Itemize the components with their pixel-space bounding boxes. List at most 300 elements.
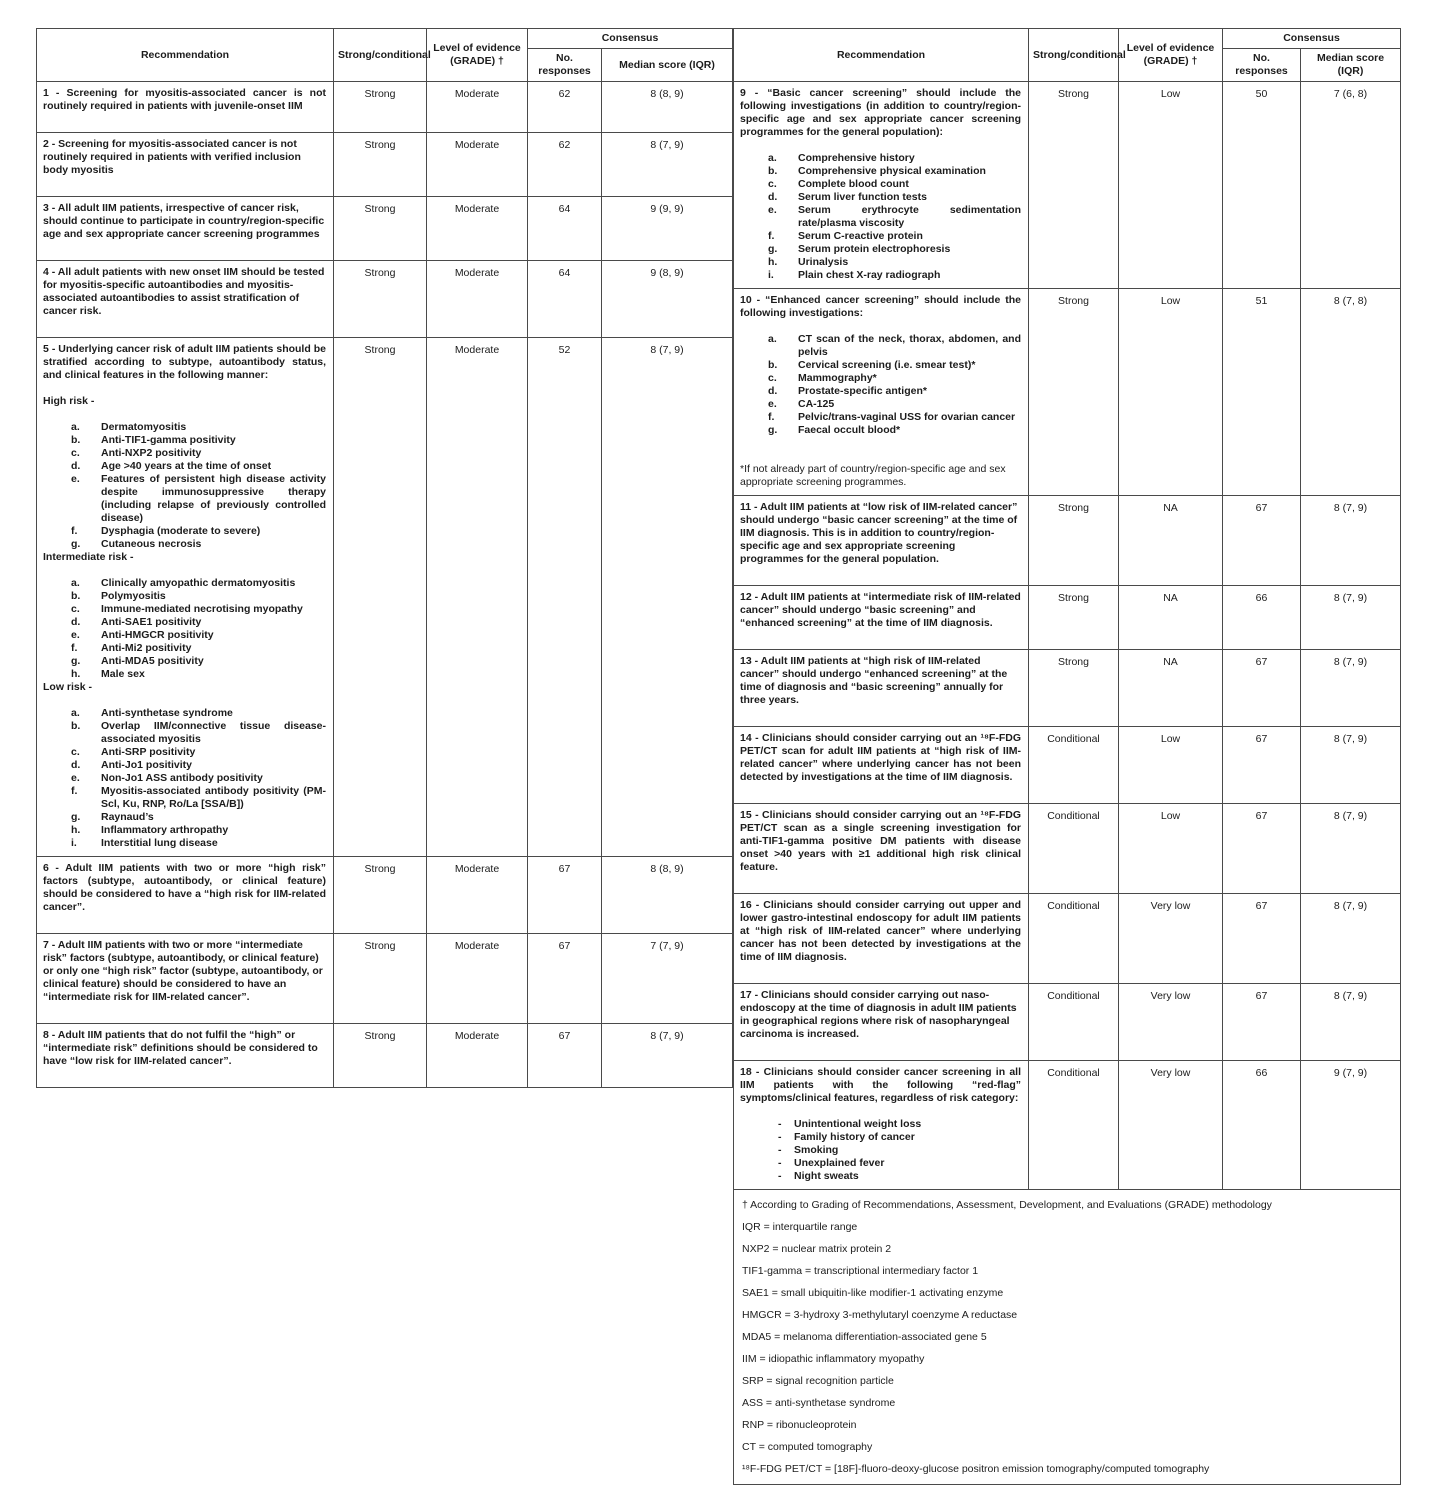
evidence-cell: Very low (1119, 984, 1223, 1061)
responses-cell: 66 (1223, 1061, 1301, 1190)
footnote-line: IQR = interquartile range (742, 1221, 858, 1233)
evidence-column-header (427, 29, 528, 82)
list-marker: g. (71, 538, 81, 550)
recommendation-text: 17 - Clinicians should consider carrying out naso-endoscopy at the time of diagnosis in adult IIM patients in geographical regions where risk of nasopharyngeal carcinoma is increased. (740, 989, 1017, 1040)
list-item (778, 1118, 1021, 1131)
list-item-text: Myositis-associated antibody positivity (PM-Scl, Ku, RNP, Ro/La [SSA/B]) (101, 785, 326, 810)
list-item-text: Prostate-specific antigen* (798, 385, 927, 397)
list-item-text: Serum protein electrophoresis (798, 243, 951, 255)
list-item-text: Anti-Mi2 positivity (101, 642, 192, 654)
recommendations-table-left (36, 28, 733, 1088)
recommendation-cell (734, 289, 1029, 496)
list-item (768, 204, 1021, 230)
list-item-text: Unintentional weight loss (794, 1118, 922, 1130)
recommendation-row (37, 1024, 733, 1088)
recommendation-cell (734, 804, 1029, 894)
recommendation-row (734, 586, 1401, 650)
list-item (71, 785, 326, 811)
recommendation-text: 4 - All adult patients with new onset IIM should be tested for myositis-specific autoantibodies and myositis-associated autoantibodies to assist stratification of cancer risk. (43, 266, 325, 317)
list-item-text: CA-125 (798, 398, 835, 410)
list-item-text: Clinically amyopathic dermatomyositis (101, 577, 296, 589)
recommendation-row (734, 496, 1401, 586)
footnote-line: † According to Grading of Recommendations, Assessment, Development, and Evaluations (GRADE) methodology (742, 1199, 1272, 1211)
list-marker: a. (768, 333, 777, 345)
risk-group-label: Low risk - (43, 681, 93, 693)
list-item (71, 616, 326, 629)
asterisk-note: *If not already part of country/region-specific age and sex appropriate screening programmes. (740, 463, 1006, 488)
recommendation-row (734, 650, 1401, 727)
list-item-text: Male sex (101, 668, 145, 680)
recommendation-row (37, 261, 733, 338)
median-score-column-header: Median score (IQR) (1301, 49, 1401, 82)
list-item (768, 230, 1021, 243)
strength-cell: Strong (334, 133, 427, 197)
evidence-header-line1: Level of evidence (1126, 42, 1215, 54)
strength-cell: Strong (1029, 496, 1119, 586)
list-marker: b. (71, 720, 81, 732)
list-item-text: Comprehensive history (798, 152, 915, 164)
recommendation-row (37, 338, 733, 857)
list-item-text: Cervical screening (i.e. smear test)* (798, 359, 976, 371)
lettered-list (768, 152, 1021, 282)
list-item-text: Unexplained fever (794, 1157, 885, 1169)
strength-cell: Strong (334, 338, 427, 857)
list-marker: d. (768, 385, 778, 397)
responses-cell: 62 (528, 133, 602, 197)
list-item (768, 191, 1021, 204)
list-marker: e. (768, 204, 777, 216)
responses-cell: 51 (1223, 289, 1301, 496)
recommendation-row (37, 82, 733, 133)
lettered-list (71, 577, 326, 681)
list-marker: f. (768, 411, 775, 423)
list-marker: b. (768, 359, 778, 371)
median-score-cell: 9 (7, 9) (1301, 1061, 1401, 1190)
recommendation-cell (734, 1061, 1029, 1190)
median-score-cell: 8 (8, 9) (602, 82, 733, 133)
list-item (768, 398, 1021, 411)
list-item (768, 424, 1021, 437)
list-marker: f. (768, 230, 775, 242)
footnote-line: ASS = anti-synthetase syndrome (742, 1397, 896, 1409)
strength-cell: Conditional (1029, 727, 1119, 804)
evidence-cell: NA (1119, 496, 1223, 586)
recommendation-row (37, 857, 733, 934)
list-item (778, 1144, 1021, 1157)
evidence-cell: Moderate (427, 261, 528, 338)
strength-cell: Strong (334, 857, 427, 934)
list-item (71, 707, 326, 720)
evidence-cell: Low (1119, 289, 1223, 496)
list-item-text: CT scan of the neck, thorax, abdomen, and pelvis (798, 333, 1021, 358)
strength-cell: Strong (334, 1024, 427, 1088)
evidence-cell: Moderate (427, 1024, 528, 1088)
list-marker: c. (768, 178, 777, 190)
evidence-header-line1: Level of evidence (433, 42, 521, 54)
list-item (71, 642, 326, 655)
list-marker: e. (71, 473, 80, 485)
evidence-cell: NA (1119, 586, 1223, 650)
risk-group-label: High risk - (43, 395, 95, 407)
evidence-cell: Very low (1119, 894, 1223, 984)
recommendation-row (37, 934, 733, 1024)
strength-cell: Strong (334, 934, 427, 1024)
list-marker: e. (768, 398, 777, 410)
responses-cell: 64 (528, 197, 602, 261)
recommendation-text: 12 - Adult IIM patients at “intermediate risk of IIM-related cancer” should undergo “basic screening” and “enhanced screening” at the time of IIM diagnosis. (740, 591, 1021, 629)
median-score-cell: 8 (7, 9) (1301, 984, 1401, 1061)
recommendation-row (734, 1061, 1401, 1190)
list-item (768, 178, 1021, 191)
recommendation-column-header: Recommendation (734, 29, 1029, 82)
footnote-line: SAE1 = small ubiquitin-like modifier-1 activating enzyme (742, 1287, 1004, 1299)
list-item (71, 668, 326, 681)
recommendation-cell (734, 650, 1029, 727)
list-item-text: Night sweats (794, 1170, 859, 1182)
lettered-list (71, 421, 326, 551)
recommendation-text: 16 - Clinicians should consider carrying out upper and lower gastro-intestinal endoscopy for adult IIM patients at “high risk of IIM-related cancer” where underlying cancer has not been detected by investigations at the time of IIM diagnosis. (740, 899, 1021, 963)
median-score-cell: 7 (7, 9) (602, 934, 733, 1024)
list-item (768, 359, 1021, 372)
list-item-text: Anti-SAE1 positivity (101, 616, 202, 628)
list-marker: g. (768, 424, 778, 436)
median-score-cell: 9 (8, 9) (602, 261, 733, 338)
recommendation-row (734, 727, 1401, 804)
evidence-header-line2: (GRADE) † (1143, 55, 1198, 67)
list-item-text: Anti-synthetase syndrome (101, 707, 233, 719)
recommendation-text: 11 - Adult IIM patients at “low risk of IIM-related cancer” should undergo “basic cancer screening” at the time of IIM diagnosis. This is in addition to country/region-specific age and sex appropriate screening programmes for the general population. (740, 501, 1018, 565)
list-item-text: Pelvic/trans-vaginal USS for ovarian cancer (798, 411, 1016, 423)
recommendation-text: 7 - Adult IIM patients with two or more “intermediate risk” factors (subtype, autoantibody, or clinical feature) or only one “high risk” factor (subtype, autoantibody, or clinical feature) should be considered to have an “intermediate risk for IIM-related cancer”. (43, 939, 323, 1003)
evidence-cell: Moderate (427, 82, 528, 133)
list-item (71, 655, 326, 668)
footnote-line: CT = computed tomography (742, 1441, 873, 1453)
list-item (71, 629, 326, 642)
list-marker: f. (71, 642, 78, 654)
list-marker: a. (71, 421, 80, 433)
list-item-text: Urinalysis (798, 256, 849, 268)
list-item-text: Serum liver function tests (798, 191, 927, 203)
median-score-cell: 8 (7, 9) (1301, 804, 1401, 894)
recommendation-text: 13 - Adult IIM patients at “high risk of IIM-related cancer” should undergo “enhanced screening” at the time of diagnosis and “basic screening” annually for three years. (740, 655, 1008, 706)
list-marker: c. (768, 372, 777, 384)
recommendation-text: 1 - Screening for myositis-associated cancer is not routinely required in patients with juvenile-onset IIM (43, 87, 326, 112)
list-item-text: Anti-SRP positivity (101, 746, 196, 758)
recommendation-row (37, 133, 733, 197)
list-item (778, 1131, 1021, 1144)
table-body (734, 82, 1401, 1190)
footnote-line: MDA5 = melanoma differentiation-associated gene 5 (742, 1331, 987, 1343)
evidence-cell: Very low (1119, 1061, 1223, 1190)
list-marker: - (778, 1131, 782, 1143)
responses-cell: 67 (528, 857, 602, 934)
evidence-column-header (1119, 29, 1223, 82)
responses-cell: 50 (1223, 82, 1301, 289)
list-marker: d. (71, 759, 81, 771)
list-marker: h. (768, 256, 778, 268)
list-item (71, 590, 326, 603)
strength-cell: Strong (1029, 650, 1119, 727)
list-marker: a. (71, 707, 80, 719)
evidence-cell: Low (1119, 804, 1223, 894)
list-marker: d. (71, 616, 81, 628)
responses-cell: 67 (528, 934, 602, 1024)
footnote-line: SRP = signal recognition particle (742, 1375, 894, 1387)
list-item-text: Faecal occult blood* (798, 424, 901, 436)
recommendation-row (734, 804, 1401, 894)
list-item (778, 1170, 1021, 1183)
list-marker: f. (71, 785, 78, 797)
list-marker: - (778, 1144, 782, 1156)
list-item (71, 720, 326, 746)
list-marker: b. (71, 434, 81, 446)
strength-cell: Conditional (1029, 894, 1119, 984)
recommendation-cell (734, 586, 1029, 650)
responses-cell: 62 (528, 82, 602, 133)
list-item (778, 1157, 1021, 1170)
list-item (71, 538, 326, 551)
list-marker: g. (71, 811, 81, 823)
list-item (768, 385, 1021, 398)
footnote-line: IIM = idiopathic inflammatory myopathy (742, 1353, 925, 1365)
recommendation-cell (37, 338, 334, 857)
strength-cell: Strong (334, 197, 427, 261)
evidence-cell: Moderate (427, 197, 528, 261)
list-item (71, 460, 326, 473)
strength-cell: Strong (334, 82, 427, 133)
risk-group-label: Intermediate risk - (43, 551, 134, 563)
median-score-cell: 8 (8, 9) (602, 857, 733, 934)
strong-conditional-column-header: Strong/conditional (1029, 29, 1119, 82)
list-marker: e. (71, 772, 80, 784)
list-item (71, 837, 326, 850)
median-score-cell: 8 (7, 9) (602, 1024, 733, 1088)
evidence-cell: Low (1119, 82, 1223, 289)
list-item (71, 811, 326, 824)
median-score-cell: 7 (6, 8) (1301, 82, 1401, 289)
evidence-cell: Low (1119, 727, 1223, 804)
median-score-cell: 8 (7, 9) (1301, 894, 1401, 984)
list-item (71, 525, 326, 538)
recommendation-text: 18 - Clinicians should consider cancer screening in all IIM patients with the following “red-flag” symptoms/clinical features, regardless of risk category: (740, 1066, 1021, 1104)
consensus-column-header: Consensus (528, 29, 733, 49)
recommendation-cell (734, 894, 1029, 984)
list-item (768, 165, 1021, 178)
list-marker: d. (768, 191, 778, 203)
recommendation-cell (37, 934, 334, 1024)
footnotes-cell (734, 1190, 1401, 1485)
list-item-text: Polymyositis (101, 590, 166, 602)
list-marker: b. (71, 590, 81, 602)
responses-cell: 52 (528, 338, 602, 857)
list-marker: h. (71, 824, 81, 836)
evidence-cell: NA (1119, 650, 1223, 727)
list-item-text: Plain chest X-ray radiograph (798, 269, 941, 281)
list-item-text: Cutaneous necrosis (101, 538, 202, 550)
strength-cell: Conditional (1029, 984, 1119, 1061)
list-item-text: Serum erythrocyte sedimentation rate/plasma viscosity (798, 204, 1021, 229)
median-score-cell: 8 (7, 9) (1301, 727, 1401, 804)
footnote-line: NXP2 = nuclear matrix protein 2 (742, 1243, 892, 1255)
strength-cell: Strong (1029, 82, 1119, 289)
list-marker: i. (768, 269, 774, 281)
list-marker: d. (71, 460, 81, 472)
strength-cell: Strong (1029, 586, 1119, 650)
list-item-text: Family history of cancer (794, 1131, 915, 1143)
list-item (71, 759, 326, 772)
evidence-cell: Moderate (427, 133, 528, 197)
list-item-text: Anti-MDA5 positivity (101, 655, 204, 667)
recommendation-row (37, 197, 733, 261)
recommendation-cell (37, 82, 334, 133)
recommendation-cell (37, 1024, 334, 1088)
list-item-text: Overlap IIM/connective tissue disease-associated myositis (101, 720, 326, 745)
strength-cell: Conditional (1029, 804, 1119, 894)
median-score-cell: 8 (7, 8) (1301, 289, 1401, 496)
recommendation-cell (37, 261, 334, 338)
list-marker: - (778, 1157, 782, 1169)
list-item-text: Raynaud’s (101, 811, 154, 823)
recommendation-cell (734, 727, 1029, 804)
list-item (768, 269, 1021, 282)
median-score-cell: 8 (7, 9) (602, 133, 733, 197)
recommendation-cell (37, 133, 334, 197)
median-score-cell: 8 (7, 9) (602, 338, 733, 857)
list-item-text: Serum C-reactive protein (798, 230, 923, 242)
list-item-text: Mammography* (798, 372, 877, 384)
list-item (768, 152, 1021, 165)
list-marker: g. (768, 243, 778, 255)
responses-cell: 67 (528, 1024, 602, 1088)
list-item-text: Dysphagia (moderate to severe) (101, 525, 261, 537)
recommendation-cell (37, 857, 334, 934)
list-item (71, 603, 326, 616)
table-header (37, 29, 733, 82)
no-responses-column-header: No. responses (1223, 49, 1301, 82)
list-marker: c. (71, 447, 80, 459)
list-item (71, 421, 326, 434)
list-item-text: Anti-Jo1 positivity (101, 759, 193, 771)
recommendation-text: 5 - Underlying cancer risk of adult IIM patients should be stratified according to subtype, autoantibody status, and clinical features in the following manner: (43, 343, 326, 381)
recommendation-row (734, 289, 1401, 496)
list-item-text: Interstitial lung disease (101, 837, 218, 849)
list-item-text: Comprehensive physical examination (798, 165, 986, 177)
recommendation-column-header: Recommendation (37, 29, 334, 82)
median-score-cell: 8 (7, 9) (1301, 650, 1401, 727)
evidence-cell: Moderate (427, 934, 528, 1024)
list-item (71, 746, 326, 759)
list-item-text: Non-Jo1 ASS antibody positivity (101, 772, 263, 784)
list-item-text: Smoking (794, 1144, 839, 1156)
list-marker: c. (71, 746, 80, 758)
list-item-text: Dermatomyositis (101, 421, 187, 433)
recommendation-row (734, 82, 1401, 289)
list-item-text: Features of persistent high disease activity despite immunosuppressive therapy (including relapse of previously controlled disease) (101, 473, 326, 524)
list-marker: b. (768, 165, 778, 177)
list-item (71, 434, 326, 447)
list-marker: - (778, 1170, 782, 1182)
lettered-list (768, 333, 1021, 437)
responses-cell: 67 (1223, 984, 1301, 1061)
consensus-column-header: Consensus (1223, 29, 1401, 49)
recommendation-row (734, 894, 1401, 984)
recommendation-cell (734, 984, 1029, 1061)
median-score-cell: 8 (7, 9) (1301, 586, 1401, 650)
list-marker: g. (71, 655, 81, 667)
list-item-text: Anti-TIF1-gamma positivity (101, 434, 236, 446)
footnote-line: ¹⁸F-FDG PET/CT = [18F]-fluoro-deoxy-glucose positron emission tomography/computed tomography (742, 1463, 1210, 1475)
list-marker: - (778, 1118, 782, 1130)
table-header (734, 29, 1401, 82)
responses-cell: 64 (528, 261, 602, 338)
strength-cell: Strong (334, 261, 427, 338)
recommendation-text: 3 - All adult IIM patients, irrespective of cancer risk, should continue to participate in country/region-specific age and sex appropriate cancer screening programmes (43, 202, 325, 240)
strong-conditional-column-header: Strong/conditional (334, 29, 427, 82)
recommendation-row (734, 984, 1401, 1061)
recommendations-table-right (733, 28, 1401, 1485)
recommendation-text: 14 - Clinicians should consider carrying out an ¹⁸F-FDG PET/CT scan for adult IIM patients at “high risk of IIM-related cancer” where underlying cancer has not been detected by investigations at the time of IIM diagnosis. (740, 732, 1021, 783)
footnote-line: RNP = ribonucleoprotein (742, 1419, 857, 1431)
list-marker: i. (71, 837, 77, 849)
strength-cell: Strong (1029, 289, 1119, 496)
table-body (37, 82, 733, 1088)
responses-cell: 67 (1223, 650, 1301, 727)
responses-cell: 67 (1223, 804, 1301, 894)
median-score-column-header: Median score (IQR) (602, 49, 733, 82)
recommendation-text: 9 - “Basic cancer screening” should include the following investigations (in addition to country/region-specific age and sex appropriate cancer screening programmes for the general population): (740, 87, 1021, 138)
responses-cell: 66 (1223, 586, 1301, 650)
responses-cell: 67 (1223, 894, 1301, 984)
list-marker: f. (71, 525, 78, 537)
list-marker: c. (71, 603, 80, 615)
list-marker: a. (71, 577, 80, 589)
dash-list (778, 1118, 1021, 1183)
recommendation-text: 10 - “Enhanced cancer screening” should include the following investigations: (740, 294, 1021, 319)
list-item-text: Age >40 years at the time of onset (101, 460, 272, 472)
list-item-text: Inflammatory arthropathy (101, 824, 229, 836)
evidence-cell: Moderate (427, 857, 528, 934)
list-item (768, 256, 1021, 269)
list-item (768, 333, 1021, 359)
list-item-text: Anti-NXP2 positivity (101, 447, 202, 459)
footnote-line: HMGCR = 3-hydroxy 3-methylutaryl coenzyme A reductase (742, 1309, 1018, 1321)
list-item (71, 447, 326, 460)
list-item (71, 473, 326, 525)
responses-cell: 67 (1223, 727, 1301, 804)
list-item (71, 824, 326, 837)
strength-cell: Conditional (1029, 1061, 1119, 1190)
recommendation-cell (734, 82, 1029, 289)
list-marker: e. (71, 629, 80, 641)
lettered-list (71, 707, 326, 850)
list-item-text: Immune-mediated necrotising myopathy (101, 603, 303, 615)
list-item-text: Anti-HMGCR positivity (101, 629, 214, 641)
recommendation-text: 2 - Screening for myositis-associated cancer is not routinely required in patients with verified inclusion body myositis (43, 138, 301, 176)
responses-cell: 67 (1223, 496, 1301, 586)
no-responses-column-header: No. responses (528, 49, 602, 82)
evidence-header-line2: (GRADE) † (450, 55, 504, 67)
footnote-line: TIF1-gamma = transcriptional intermediary factor 1 (742, 1265, 979, 1277)
evidence-cell: Moderate (427, 338, 528, 857)
list-item (71, 772, 326, 785)
list-item (768, 372, 1021, 385)
recommendation-cell (734, 496, 1029, 586)
recommendation-cell (37, 197, 334, 261)
recommendation-text: 6 - Adult IIM patients with two or more “high risk” factors (subtype, autoantibody, or clinical feature) should be considered to have a “high risk for IIM-related cancer”. (43, 862, 326, 913)
recommendation-text: 8 - Adult IIM patients that do not fulfil the “high” or “intermediate risk” definitions should be considered to have “low risk for IIM-related cancer”. (43, 1029, 318, 1067)
list-item (768, 243, 1021, 256)
list-marker: h. (71, 668, 81, 680)
